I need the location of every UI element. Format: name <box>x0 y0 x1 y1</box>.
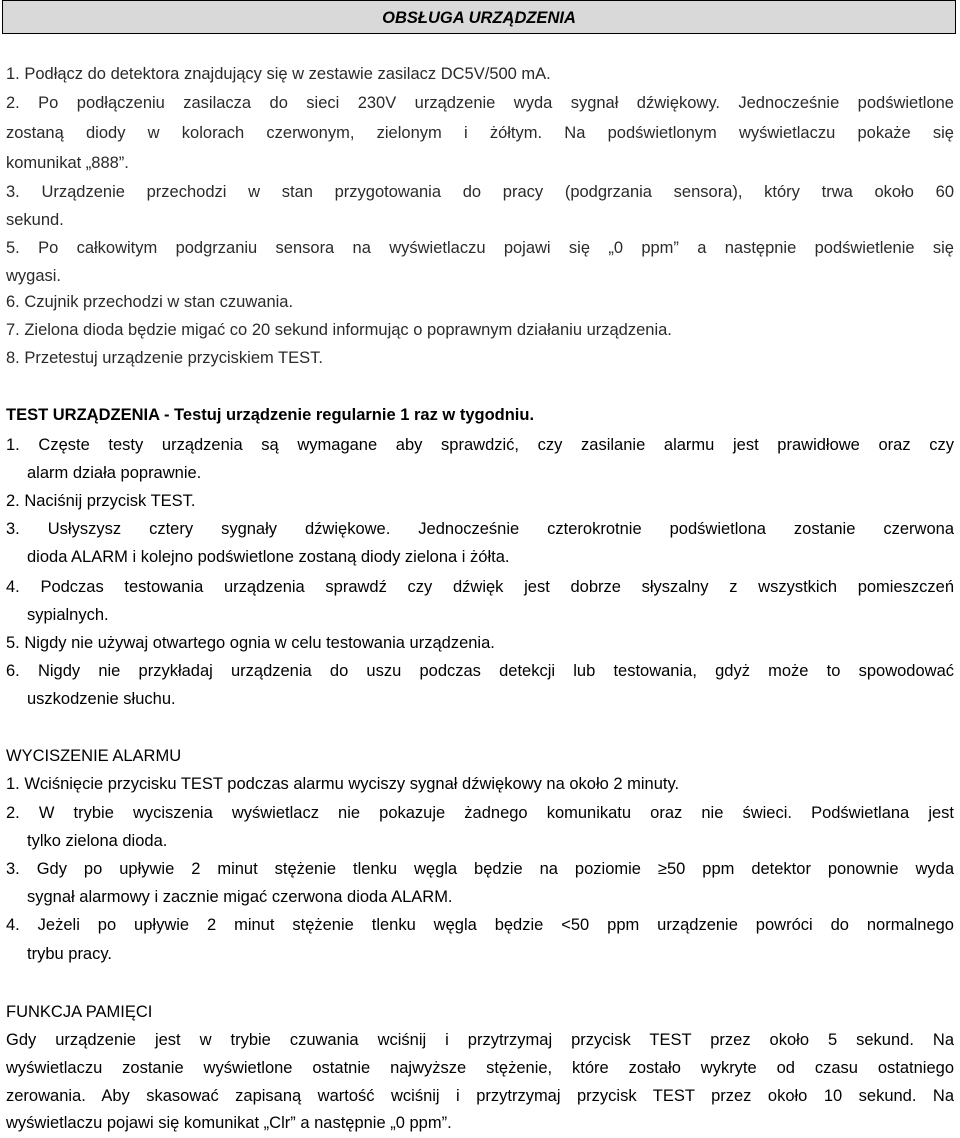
silence-line: tylko zielona dioda. <box>27 832 168 850</box>
silence-line: 3. Gdy po upływie 2 minut stężenie tlenku węgla będzie na poziomie ≥50 ppm detektor ponownie wyda <box>6 860 954 878</box>
instruction-line: wygasi. <box>6 267 62 285</box>
instruction-line: sekund. <box>6 211 64 229</box>
instruction-line: 6. Czujnik przechodzi w stan czuwania. <box>6 293 294 311</box>
memory-line: wyświetlaczu zostanie wyświetlone ostatnie najwyższe stężenie, które zostało wykryte od czasu ostatniego <box>6 1059 954 1077</box>
instruction-line: 3. Urządzenie przechodzi w stan przygotowania do pracy (podgrzania sensora), który trwa około 60 <box>6 183 954 201</box>
memory-line: wyświetlaczu pojawi się komunikat „Clr” a następnie „0 ppm”. <box>6 1114 452 1132</box>
test-line: 3. Usłyszysz cztery sygnały dźwiękowe. Jednocześnie czterokrotnie podświetlona zostanie czerwona <box>6 520 954 538</box>
memory-line: zerowania. Aby skasować zapisaną wartość wciśnij i przytrzymaj przycisk TEST przez około 10 sekund. Na <box>6 1087 954 1105</box>
silence-line: sygnał alarmowy i zacznie migać czerwona dioda ALARM. <box>27 888 453 906</box>
test-line: 1. Częste testy urządzenia są wymagane aby sprawdzić, czy zasilanie alarmu jest prawidłowe oraz czy <box>6 436 954 454</box>
silence-line: 4. Jeżeli po upływie 2 minut stężenie tlenku węgla będzie <50 ppm urządzenie powróci do normalnego <box>6 916 954 934</box>
instruction-line: zostaną diody w kolorach czerwonym, zielonym i żółtym. Na podświetlonym wyświetlaczu pokaże się <box>6 124 954 142</box>
test-line: dioda ALARM i kolejno podświetlone zostaną diody zielona i żółta. <box>27 548 510 566</box>
memory-line: Gdy urządzenie jest w trybie czuwania wciśnij i przytrzymaj przycisk TEST przez około 5 sekund. Na <box>6 1031 954 1049</box>
test-line: 4. Podczas testowania urządzenia sprawdź czy dźwięk jest dobrze słyszalny z wszystkich pomieszczeń <box>6 578 954 596</box>
silence-line: 1. Wciśnięcie przycisku TEST podczas alarmu wyciszy sygnał dźwiękowy na około 2 minuty. <box>6 775 680 793</box>
silence-line: 2. W trybie wyciszenia wyświetlacz nie pokazuje żadnego komunikatu oraz nie świeci. Podświetlana jest <box>6 804 954 822</box>
test-line: 5. Nigdy nie używaj otwartego ognia w celu testowania urządzenia. <box>6 634 495 652</box>
page-title: OBSŁUGA URZĄDZENIA <box>382 9 576 27</box>
section-title-test: TEST URZĄDZENIA - Testuj urządzenie regularnie 1 raz w tygodniu. <box>6 406 535 424</box>
section-title-memory: FUNKCJA PAMIĘCI <box>6 1003 153 1021</box>
test-line: uszkodzenie słuchu. <box>27 690 176 708</box>
instruction-line: 7. Zielona dioda będzie migać co 20 sekund informując o poprawnym działaniu urządzenia. <box>6 321 672 339</box>
test-line: 2. Naciśnij przycisk TEST. <box>6 492 196 510</box>
instruction-line: 1. Podłącz do detektora znajdujący się w zestawie zasilacz DC5V/500 mA. <box>6 65 551 83</box>
instruction-line: 8. Przetestuj urządzenie przyciskiem TEST. <box>6 349 323 367</box>
instruction-line: 5. Po całkowitym podgrzaniu sensora na wyświetlaczu pojawi się „0 ppm” a następnie podświetlenie się <box>6 239 954 257</box>
instruction-line: 2. Po podłączeniu zasilacza do sieci 230V urządzenie wyda sygnał dźwiękowy. Jednocześnie podświetlone <box>6 94 954 112</box>
test-line: sypialnych. <box>27 606 109 624</box>
instruction-line: komunikat „888”. <box>6 154 129 172</box>
section-title-silence: WYCISZENIE ALARMU <box>6 747 182 765</box>
silence-line: trybu pracy. <box>27 945 112 963</box>
test-line: alarm działa poprawnie. <box>27 464 202 482</box>
header-box <box>2 0 956 34</box>
test-line: 6. Nigdy nie przykładaj urządzenia do uszu podczas detekcji lub testowania, gdyż może to spowodować <box>6 662 954 680</box>
